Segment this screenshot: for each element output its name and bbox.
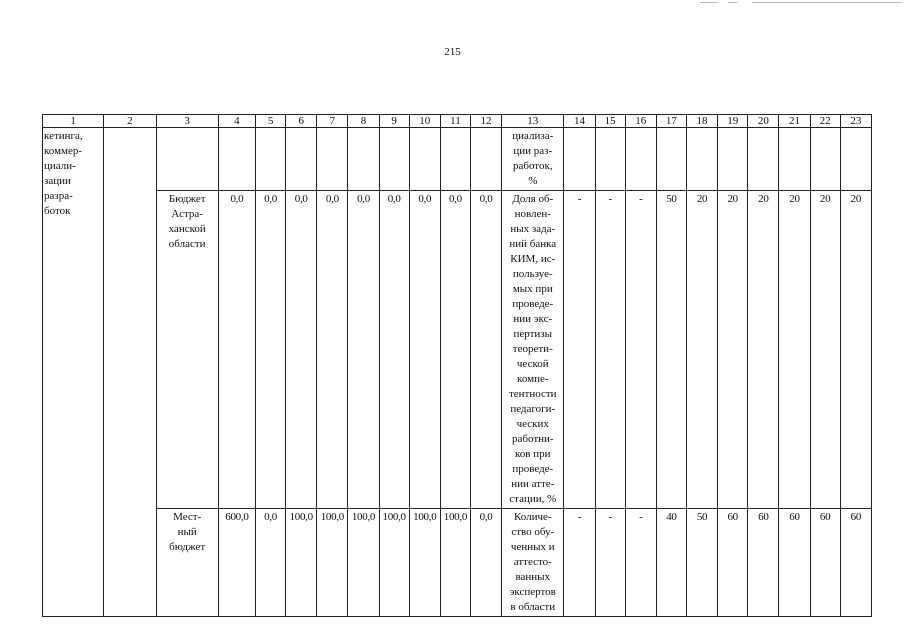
header-cell: 12: [470, 115, 501, 128]
indicator-cell: циализа- ции раз- работок, %: [502, 128, 564, 191]
table-cell: [595, 128, 625, 191]
header-cell: 23: [840, 115, 871, 128]
value-cell: 100,0: [317, 509, 348, 617]
funding-source-cell: Мест- ный бюджет: [156, 509, 218, 617]
header-cell: 7: [317, 115, 348, 128]
measure-name-cell: кетинга, коммер- циали- зации разра- боток: [43, 128, 104, 617]
target-cell: 60: [748, 509, 779, 617]
value-cell: 0,0: [379, 191, 409, 509]
table-cell: [409, 128, 440, 191]
value-cell: 0,0: [470, 191, 501, 509]
target-cell: 20: [810, 191, 840, 509]
table-cell: [440, 128, 470, 191]
target-cell: 20: [840, 191, 871, 509]
page-number: 215: [444, 46, 461, 58]
target-cell: -: [564, 191, 595, 509]
table-cell: [379, 128, 409, 191]
target-cell: -: [625, 191, 656, 509]
header-cell: 21: [779, 115, 810, 128]
header-cell: 11: [440, 115, 470, 128]
header-cell: 16: [625, 115, 656, 128]
table-cell: [470, 128, 501, 191]
table-cell: [656, 128, 686, 191]
table-cell: [718, 128, 748, 191]
table-row: [43, 509, 872, 617]
value-cell: 0,0: [470, 509, 501, 617]
value-cell: 100,0: [379, 509, 409, 617]
header-cell: 15: [595, 115, 625, 128]
funding-source-cell: Бюджет Астра- ханской области: [156, 191, 218, 509]
value-cell: 100,0: [348, 509, 379, 617]
scan-mark: [728, 2, 738, 3]
scan-mark: [700, 2, 718, 3]
table-row: [43, 128, 872, 191]
header-cell: 5: [256, 115, 286, 128]
table-cell: [625, 128, 656, 191]
target-cell: 20: [748, 191, 779, 509]
value-cell: 100,0: [440, 509, 470, 617]
target-cell: 60: [779, 509, 810, 617]
header-cell: 13: [502, 115, 564, 128]
header-row: [43, 115, 872, 128]
table-cell: [779, 128, 810, 191]
data-table-container: [42, 114, 872, 613]
value-cell: 0,0: [256, 191, 286, 509]
value-cell: 0,0: [218, 191, 255, 509]
value-cell: 0,0: [256, 509, 286, 617]
header-cell: 9: [379, 115, 409, 128]
table-cell: [840, 128, 871, 191]
header-cell: 2: [104, 115, 156, 128]
header-cell: 1: [43, 115, 104, 128]
target-cell: 40: [656, 509, 686, 617]
indicator-cell: Количе- ство обу- ченных и аттесто- ванных экспертов в области: [502, 509, 564, 617]
header-cell: 14: [564, 115, 595, 128]
indicator-cell: Доля об- новлен- ных зада- ний банка КИМ, ис- пользуе- мых при проведе- нии экс- пертизы теорети- ческой компе- тентности педагоги- ческих работни- ков при проведе- нии атте- стации, %: [502, 191, 564, 509]
value-cell: 600,0: [218, 509, 255, 617]
table-cell: [286, 128, 317, 191]
target-cell: -: [564, 509, 595, 617]
table-row: [43, 191, 872, 509]
target-cell: -: [595, 509, 625, 617]
header-cell: 18: [686, 115, 717, 128]
value-cell: 0,0: [440, 191, 470, 509]
header-cell: 19: [718, 115, 748, 128]
target-cell: -: [595, 191, 625, 509]
scan-mark: [752, 2, 902, 3]
header-cell: 8: [348, 115, 379, 128]
table-cell: [256, 128, 286, 191]
table-cell: [218, 128, 255, 191]
value-cell: 0,0: [286, 191, 317, 509]
target-cell: 50: [656, 191, 686, 509]
value-cell: 100,0: [409, 509, 440, 617]
table-cell: [104, 128, 156, 617]
target-cell: 60: [718, 509, 748, 617]
table-cell: [348, 128, 379, 191]
value-cell: 100,0: [286, 509, 317, 617]
target-cell: 60: [810, 509, 840, 617]
value-cell: 0,0: [348, 191, 379, 509]
header-cell: 22: [810, 115, 840, 128]
target-cell: -: [625, 509, 656, 617]
target-cell: 50: [686, 509, 717, 617]
target-cell: 20: [779, 191, 810, 509]
value-cell: 0,0: [317, 191, 348, 509]
value-cell: 0,0: [409, 191, 440, 509]
header-cell: 4: [218, 115, 255, 128]
target-cell: 20: [718, 191, 748, 509]
header-cell: 6: [286, 115, 317, 128]
target-cell: 20: [686, 191, 717, 509]
table-cell: [748, 128, 779, 191]
data-table: [42, 114, 872, 617]
table-cell: [317, 128, 348, 191]
header-cell: 20: [748, 115, 779, 128]
table-cell: [564, 128, 595, 191]
table-cell: [156, 128, 218, 191]
header-cell: 17: [656, 115, 686, 128]
table-cell: [686, 128, 717, 191]
header-cell: 3: [156, 115, 218, 128]
header-cell: 10: [409, 115, 440, 128]
table-cell: [810, 128, 840, 191]
target-cell: 60: [840, 509, 871, 617]
